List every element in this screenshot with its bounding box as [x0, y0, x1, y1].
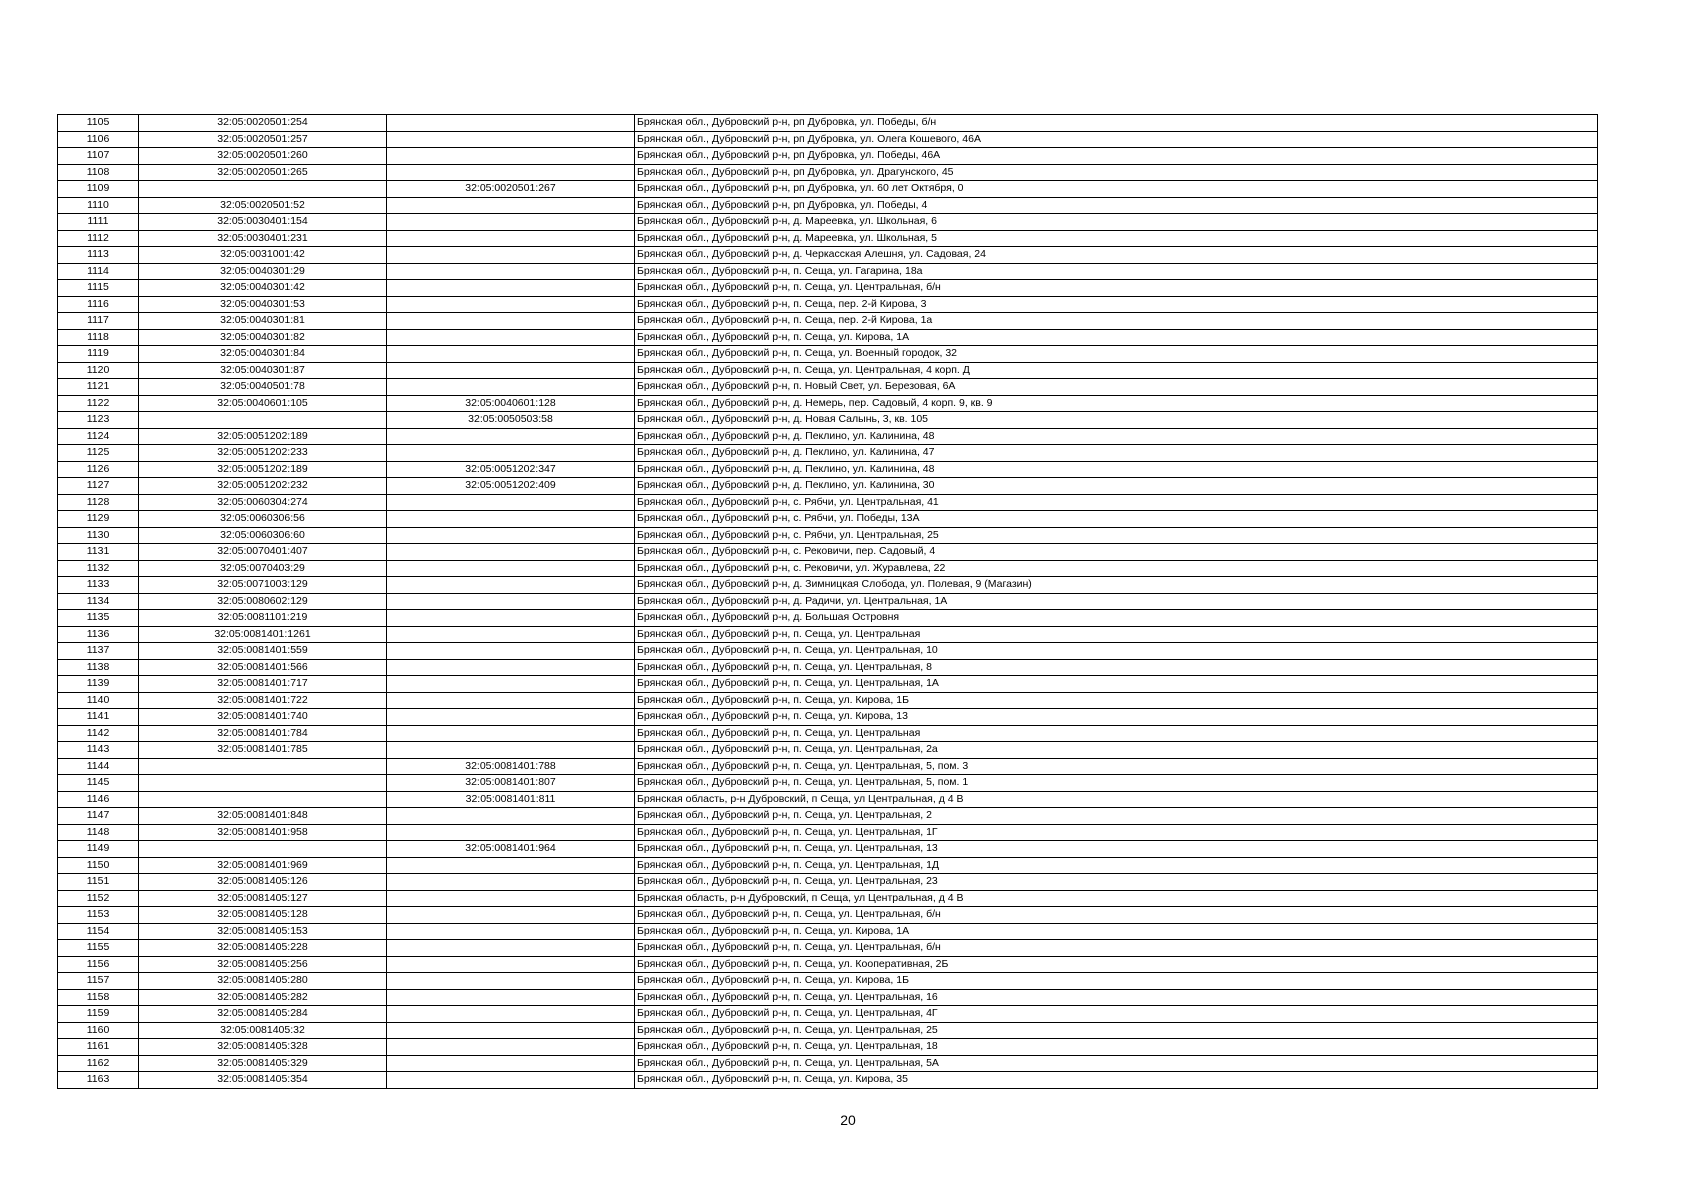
- table-row: [58, 791, 1598, 808]
- second-cadastral-number-cell: [387, 1072, 635, 1089]
- cadastral-number-cell: 32:05:0081401:848: [139, 808, 387, 825]
- cadastral-number-cell: 32:05:0081405:127: [139, 890, 387, 907]
- table-row: [58, 445, 1598, 462]
- table-row: [58, 676, 1598, 693]
- address-cell: Брянская обл., Дубровский р-н, рп Дубровка, ул. Победы, 46А: [635, 148, 1598, 165]
- row-number-cell: 1145: [58, 775, 139, 792]
- second-cadastral-number-cell: [387, 197, 635, 214]
- table-row: [58, 1006, 1598, 1023]
- table-row: [58, 742, 1598, 759]
- second-cadastral-number-cell: [387, 824, 635, 841]
- address-cell: Брянская обл., Дубровский р-н, рп Дубровка, ул. 60 лет Октября, 0: [635, 181, 1598, 198]
- address-cell: Брянская обл., Дубровский р-н, д. Пеклино, ул. Калинина, 48: [635, 428, 1598, 445]
- address-cell: Брянская обл., Дубровский р-н, п. Сеща, ул. Центральная, 1Г: [635, 824, 1598, 841]
- table-row: [58, 692, 1598, 709]
- address-cell: Брянская обл., Дубровский р-н, п. Сеща, ул. Центральная, 4Г: [635, 1006, 1598, 1023]
- cadastral-number-cell: 32:05:0081401:785: [139, 742, 387, 759]
- cadastral-number-cell: 32:05:0051202:189: [139, 428, 387, 445]
- cadastral-number-cell: 32:05:0020501:52: [139, 197, 387, 214]
- second-cadastral-number-cell: [387, 329, 635, 346]
- second-cadastral-number-cell: [387, 346, 635, 363]
- second-cadastral-number-cell: 32:05:0051202:409: [387, 478, 635, 495]
- table-row: [58, 808, 1598, 825]
- row-number-cell: 1132: [58, 560, 139, 577]
- cadastral-number-cell: 32:05:0081401:958: [139, 824, 387, 841]
- address-cell: Брянская обл., Дубровский р-н, д. Мареевка, ул. Школьная, 5: [635, 230, 1598, 247]
- second-cadastral-number-cell: [387, 1006, 635, 1023]
- row-number-cell: 1146: [58, 791, 139, 808]
- second-cadastral-number-cell: [387, 148, 635, 165]
- cadastral-number-cell: 32:05:0071003:129: [139, 577, 387, 594]
- cadastral-number-cell: 32:05:0081401:722: [139, 692, 387, 709]
- address-cell: Брянская обл., Дубровский р-н, п. Сеща, пер. 2-й Кирова, 3: [635, 296, 1598, 313]
- row-number-cell: 1116: [58, 296, 139, 313]
- address-cell: Брянская область, р-н Дубровский, п Сеща, ул Центральная, д 4 В: [635, 890, 1598, 907]
- row-number-cell: 1122: [58, 395, 139, 412]
- address-cell: Брянская обл., Дубровский р-н, с. Рековичи, ул. Журавлева, 22: [635, 560, 1598, 577]
- page-number: 20: [840, 1112, 856, 1128]
- row-number-cell: 1130: [58, 527, 139, 544]
- row-number-cell: 1157: [58, 973, 139, 990]
- row-number-cell: 1111: [58, 214, 139, 231]
- address-cell: Брянская обл., Дубровский р-н, п. Сеща, ул. Центральная, 5, пом. 3: [635, 758, 1598, 775]
- row-number-cell: 1163: [58, 1072, 139, 1089]
- second-cadastral-number-cell: [387, 890, 635, 907]
- address-cell: Брянская обл., Дубровский р-н, рп Дубровка, ул. Победы, 4: [635, 197, 1598, 214]
- row-number-cell: 1136: [58, 626, 139, 643]
- second-cadastral-number-cell: [387, 379, 635, 396]
- cadastral-number-cell: [139, 181, 387, 198]
- address-cell: Брянская обл., Дубровский р-н, п. Сеща, пер. 2-й Кирова, 1а: [635, 313, 1598, 330]
- second-cadastral-number-cell: [387, 577, 635, 594]
- row-number-cell: 1134: [58, 593, 139, 610]
- cadastral-number-cell: 32:05:0030401:231: [139, 230, 387, 247]
- row-number-cell: 1150: [58, 857, 139, 874]
- address-cell: Брянская обл., Дубровский р-н, п. Сеща, ул. Кооперативная, 2Б: [635, 956, 1598, 973]
- address-cell: Брянская обл., Дубровский р-н, п. Сеща, ул. Кирова, 1Б: [635, 692, 1598, 709]
- second-cadastral-number-cell: 32:05:0050503:58: [387, 412, 635, 429]
- second-cadastral-number-cell: [387, 131, 635, 148]
- table-row: [58, 263, 1598, 280]
- address-cell: Брянская обл., Дубровский р-н, рп Дубровка, ул. Драгунского, 45: [635, 164, 1598, 181]
- address-cell: Брянская обл., Дубровский р-н, п. Сеща, ул. Центральная, 25: [635, 1022, 1598, 1039]
- row-number-cell: 1113: [58, 247, 139, 264]
- cadastral-number-cell: 32:05:0051202:189: [139, 461, 387, 478]
- row-number-cell: 1152: [58, 890, 139, 907]
- table-row: [58, 775, 1598, 792]
- cadastral-number-cell: 32:05:0081405:256: [139, 956, 387, 973]
- address-cell: Брянская обл., Дубровский р-н, д. Черкасская Алешня, ул. Садовая, 24: [635, 247, 1598, 264]
- row-number-cell: 1149: [58, 841, 139, 858]
- second-cadastral-number-cell: [387, 923, 635, 940]
- second-cadastral-number-cell: [387, 1039, 635, 1056]
- address-cell: Брянская обл., Дубровский р-н, д. Радичи, ул. Центральная, 1А: [635, 593, 1598, 610]
- cadastral-number-cell: 32:05:0020501:260: [139, 148, 387, 165]
- row-number-cell: 1147: [58, 808, 139, 825]
- second-cadastral-number-cell: [387, 973, 635, 990]
- row-number-cell: 1158: [58, 989, 139, 1006]
- cadastral-number-cell: 32:05:0040301:42: [139, 280, 387, 297]
- cadastral-number-cell: 32:05:0060306:60: [139, 527, 387, 544]
- row-number-cell: 1141: [58, 709, 139, 726]
- address-cell: Брянская обл., Дубровский р-н, д. Новая Салынь, 3, кв. 105: [635, 412, 1598, 429]
- table-row: [58, 626, 1598, 643]
- address-cell: Брянская обл., Дубровский р-н, п. Сеща, ул. Центральная, 2а: [635, 742, 1598, 759]
- cadastral-number-cell: 32:05:0051202:233: [139, 445, 387, 462]
- table-row: [58, 709, 1598, 726]
- table-row: [58, 329, 1598, 346]
- second-cadastral-number-cell: [387, 593, 635, 610]
- row-number-cell: 1120: [58, 362, 139, 379]
- address-cell: Брянская обл., Дубровский р-н, п. Сеща, ул. Центральная, 8: [635, 659, 1598, 676]
- table-row: [58, 560, 1598, 577]
- cadastral-number-cell: 32:05:0060304:274: [139, 494, 387, 511]
- cadastral-number-cell: 32:05:0081405:128: [139, 907, 387, 924]
- row-number-cell: 1117: [58, 313, 139, 330]
- cadastral-number-cell: 32:05:0081405:284: [139, 1006, 387, 1023]
- row-number-cell: 1115: [58, 280, 139, 297]
- table-row: [58, 230, 1598, 247]
- address-cell: Брянская обл., Дубровский р-н, п. Сеща, ул. Центральная, 1А: [635, 676, 1598, 693]
- row-number-cell: 1156: [58, 956, 139, 973]
- table-row: [58, 940, 1598, 957]
- address-cell: Брянская обл., Дубровский р-н, п. Новый Свет, ул. Березовая, 6А: [635, 379, 1598, 396]
- address-cell: Брянская обл., Дубровский р-н, п. Сеща, ул. Центральная, 4 корп. Д: [635, 362, 1598, 379]
- table-row: [58, 923, 1598, 940]
- table-row: [58, 1022, 1598, 1039]
- second-cadastral-number-cell: [387, 692, 635, 709]
- second-cadastral-number-cell: [387, 544, 635, 561]
- table-row: [58, 511, 1598, 528]
- cadastral-number-cell: 32:05:0020501:265: [139, 164, 387, 181]
- table-row: [58, 313, 1598, 330]
- table-row: [58, 610, 1598, 627]
- second-cadastral-number-cell: 32:05:0081401:788: [387, 758, 635, 775]
- second-cadastral-number-cell: [387, 659, 635, 676]
- second-cadastral-number-cell: [387, 445, 635, 462]
- second-cadastral-number-cell: [387, 940, 635, 957]
- cadastral-number-cell: 32:05:0081401:969: [139, 857, 387, 874]
- table-row: [58, 907, 1598, 924]
- second-cadastral-number-cell: [387, 494, 635, 511]
- cadastral-number-cell: 32:05:0081405:328: [139, 1039, 387, 1056]
- second-cadastral-number-cell: [387, 527, 635, 544]
- table-row: [58, 527, 1598, 544]
- second-cadastral-number-cell: [387, 956, 635, 973]
- table-row: [58, 214, 1598, 231]
- row-number-cell: 1109: [58, 181, 139, 198]
- cadastral-number-cell: 32:05:0040301:53: [139, 296, 387, 313]
- cadastral-number-cell: 32:05:0081401:740: [139, 709, 387, 726]
- row-number-cell: 1160: [58, 1022, 139, 1039]
- table-row: [58, 857, 1598, 874]
- cadastral-number-cell: [139, 412, 387, 429]
- address-cell: Брянская обл., Дубровский р-н, п. Сеща, ул. Центральная, б/н: [635, 907, 1598, 924]
- cadastral-number-cell: 32:05:0040301:82: [139, 329, 387, 346]
- address-cell: Брянская обл., Дубровский р-н, д. Пеклино, ул. Калинина, 48: [635, 461, 1598, 478]
- address-cell: Брянская обл., Дубровский р-н, п. Сеща, ул. Центральная, 23: [635, 874, 1598, 891]
- cadastral-number-cell: 32:05:0070403:29: [139, 560, 387, 577]
- row-number-cell: 1148: [58, 824, 139, 841]
- address-cell: Брянская обл., Дубровский р-н, п. Сеща, ул. Центральная, 5А: [635, 1055, 1598, 1072]
- address-cell: Брянская обл., Дубровский р-н, д. Пеклино, ул. Калинина, 47: [635, 445, 1598, 462]
- table-row: [58, 115, 1598, 132]
- row-number-cell: 1151: [58, 874, 139, 891]
- cadastral-number-cell: 32:05:0081405:280: [139, 973, 387, 990]
- row-number-cell: 1159: [58, 1006, 139, 1023]
- table-row: [58, 544, 1598, 561]
- cadastral-number-cell: 32:05:0081405:329: [139, 1055, 387, 1072]
- second-cadastral-number-cell: [387, 247, 635, 264]
- second-cadastral-number-cell: [387, 725, 635, 742]
- row-number-cell: 1133: [58, 577, 139, 594]
- property-registry-table: [57, 114, 1598, 1089]
- second-cadastral-number-cell: [387, 313, 635, 330]
- row-number-cell: 1119: [58, 346, 139, 363]
- second-cadastral-number-cell: 32:05:0040601:128: [387, 395, 635, 412]
- cadastral-number-cell: 32:05:0081405:354: [139, 1072, 387, 1089]
- second-cadastral-number-cell: 32:05:0081401:811: [387, 791, 635, 808]
- address-cell: Брянская обл., Дубровский р-н, рп Дубровка, ул. Олега Кошевого, 46А: [635, 131, 1598, 148]
- table-row: [58, 1039, 1598, 1056]
- row-number-cell: 1110: [58, 197, 139, 214]
- address-cell: Брянская обл., Дубровский р-н, п. Сеща, ул. Центральная: [635, 725, 1598, 742]
- row-number-cell: 1144: [58, 758, 139, 775]
- second-cadastral-number-cell: 32:05:0051202:347: [387, 461, 635, 478]
- address-cell: Брянская обл., Дубровский р-н, п. Сеща, ул. Центральная, 5, пом. 1: [635, 775, 1598, 792]
- row-number-cell: 1124: [58, 428, 139, 445]
- address-cell: Брянская обл., Дубровский р-н, с. Рябчи, ул. Победы, 13А: [635, 511, 1598, 528]
- second-cadastral-number-cell: [387, 362, 635, 379]
- cadastral-number-cell: 32:05:0081405:126: [139, 874, 387, 891]
- table-row: [58, 379, 1598, 396]
- table-row: [58, 973, 1598, 990]
- second-cadastral-number-cell: [387, 296, 635, 313]
- row-number-cell: 1142: [58, 725, 139, 742]
- table-row: [58, 494, 1598, 511]
- address-cell: Брянская обл., Дубровский р-н, п. Сеща, ул. Центральная, б/н: [635, 940, 1598, 957]
- cadastral-number-cell: [139, 775, 387, 792]
- second-cadastral-number-cell: [387, 989, 635, 1006]
- table-row: [58, 725, 1598, 742]
- row-number-cell: 1106: [58, 131, 139, 148]
- row-number-cell: 1125: [58, 445, 139, 462]
- cadastral-number-cell: 32:05:0030401:154: [139, 214, 387, 231]
- table-row: [58, 395, 1598, 412]
- table-row: [58, 890, 1598, 907]
- row-number-cell: 1112: [58, 230, 139, 247]
- row-number-cell: 1131: [58, 544, 139, 561]
- row-number-cell: 1118: [58, 329, 139, 346]
- address-cell: Брянская обл., Дубровский р-н, п. Сеща, ул. Центральная, 10: [635, 643, 1598, 660]
- cadastral-number-cell: 32:05:0081401:717: [139, 676, 387, 693]
- second-cadastral-number-cell: 32:05:0081401:964: [387, 841, 635, 858]
- row-number-cell: 1155: [58, 940, 139, 957]
- row-number-cell: 1140: [58, 692, 139, 709]
- table-row: [58, 824, 1598, 841]
- cadastral-number-cell: 32:05:0081405:153: [139, 923, 387, 940]
- address-cell: Брянская обл., Дубровский р-н, п. Сеща, ул. Центральная: [635, 626, 1598, 643]
- table-row: [58, 181, 1598, 198]
- table-row: [58, 131, 1598, 148]
- address-cell: Брянская обл., Дубровский р-н, п. Сеща, ул. Гагарина, 18а: [635, 263, 1598, 280]
- address-cell: Брянская обл., Дубровский р-н, п. Сеща, ул. Военный городок, 32: [635, 346, 1598, 363]
- table-row: [58, 148, 1598, 165]
- address-cell: Брянская обл., Дубровский р-н, п. Сеща, ул. Центральная, 2: [635, 808, 1598, 825]
- row-number-cell: 1105: [58, 115, 139, 132]
- table-row: [58, 593, 1598, 610]
- row-number-cell: 1137: [58, 643, 139, 660]
- table-row: [58, 280, 1598, 297]
- row-number-cell: 1139: [58, 676, 139, 693]
- address-cell: Брянская обл., Дубровский р-н, д. Немерь, пер. Садовый, 4 корп. 9, кв. 9: [635, 395, 1598, 412]
- cadastral-number-cell: 32:05:0081101:219: [139, 610, 387, 627]
- table-row: [58, 956, 1598, 973]
- row-number-cell: 1143: [58, 742, 139, 759]
- second-cadastral-number-cell: [387, 626, 635, 643]
- table-row: [58, 362, 1598, 379]
- second-cadastral-number-cell: [387, 1055, 635, 1072]
- table-row: [58, 478, 1598, 495]
- table-row: [58, 989, 1598, 1006]
- table-row: [58, 296, 1598, 313]
- row-number-cell: 1126: [58, 461, 139, 478]
- second-cadastral-number-cell: 32:05:0081401:807: [387, 775, 635, 792]
- cadastral-number-cell: 32:05:0080602:129: [139, 593, 387, 610]
- table-row: [58, 758, 1598, 775]
- address-cell: Брянская обл., Дубровский р-н, д. Зимницкая Слобода, ул. Полевая, 9 (Магазин): [635, 577, 1598, 594]
- second-cadastral-number-cell: [387, 874, 635, 891]
- second-cadastral-number-cell: [387, 115, 635, 132]
- second-cadastral-number-cell: [387, 560, 635, 577]
- address-cell: Брянская область, р-н Дубровский, п Сеща, ул Центральная, д 4 В: [635, 791, 1598, 808]
- cadastral-number-cell: 32:05:0020501:257: [139, 131, 387, 148]
- registry-sheet: [57, 114, 1597, 1089]
- address-cell: Брянская обл., Дубровский р-н, с. Рябчи, ул. Центральная, 25: [635, 527, 1598, 544]
- address-cell: Брянская обл., Дубровский р-н, д. Пеклино, ул. Калинина, 30: [635, 478, 1598, 495]
- row-number-cell: 1162: [58, 1055, 139, 1072]
- cadastral-number-cell: [139, 758, 387, 775]
- cadastral-number-cell: 32:05:0081405:32: [139, 1022, 387, 1039]
- registry-table-body: [58, 115, 1598, 1089]
- address-cell: Брянская обл., Дубровский р-н, п. Сеща, ул. Кирова, 13: [635, 709, 1598, 726]
- address-cell: Брянская обл., Дубровский р-н, п. Сеща, ул. Центральная, 16: [635, 989, 1598, 1006]
- cadastral-number-cell: 32:05:0070401:407: [139, 544, 387, 561]
- row-number-cell: 1128: [58, 494, 139, 511]
- row-number-cell: 1138: [58, 659, 139, 676]
- second-cadastral-number-cell: [387, 610, 635, 627]
- table-row: [58, 874, 1598, 891]
- cadastral-number-cell: 32:05:0081401:559: [139, 643, 387, 660]
- address-cell: Брянская обл., Дубровский р-н, п. Сеща, ул. Кирова, 1А: [635, 923, 1598, 940]
- second-cadastral-number-cell: [387, 907, 635, 924]
- row-number-cell: 1123: [58, 412, 139, 429]
- second-cadastral-number-cell: [387, 214, 635, 231]
- address-cell: Брянская обл., Дубровский р-н, рп Дубровка, ул. Победы, б/н: [635, 115, 1598, 132]
- second-cadastral-number-cell: [387, 643, 635, 660]
- second-cadastral-number-cell: [387, 676, 635, 693]
- row-number-cell: 1129: [58, 511, 139, 528]
- second-cadastral-number-cell: [387, 230, 635, 247]
- row-number-cell: 1107: [58, 148, 139, 165]
- address-cell: Брянская обл., Дубровский р-н, д. Большая Островня: [635, 610, 1598, 627]
- table-row: [58, 841, 1598, 858]
- second-cadastral-number-cell: [387, 263, 635, 280]
- cadastral-number-cell: [139, 841, 387, 858]
- address-cell: Брянская обл., Дубровский р-н, п. Сеща, ул. Кирова, 1Б: [635, 973, 1598, 990]
- table-row: [58, 659, 1598, 676]
- cadastral-number-cell: [139, 791, 387, 808]
- cadastral-number-cell: 32:05:0060306:56: [139, 511, 387, 528]
- cadastral-number-cell: 32:05:0051202:232: [139, 478, 387, 495]
- row-number-cell: 1114: [58, 263, 139, 280]
- second-cadastral-number-cell: [387, 808, 635, 825]
- cadastral-number-cell: 32:05:0020501:254: [139, 115, 387, 132]
- second-cadastral-number-cell: 32:05:0020501:267: [387, 181, 635, 198]
- second-cadastral-number-cell: [387, 1022, 635, 1039]
- table-row: [58, 412, 1598, 429]
- second-cadastral-number-cell: [387, 511, 635, 528]
- table-row: [58, 428, 1598, 445]
- address-cell: Брянская обл., Дубровский р-н, п. Сеща, ул. Центральная, 18: [635, 1039, 1598, 1056]
- table-row: [58, 577, 1598, 594]
- cadastral-number-cell: 32:05:0081405:228: [139, 940, 387, 957]
- cadastral-number-cell: 32:05:0040301:84: [139, 346, 387, 363]
- row-number-cell: 1161: [58, 1039, 139, 1056]
- table-row: [58, 1055, 1598, 1072]
- row-number-cell: 1127: [58, 478, 139, 495]
- second-cadastral-number-cell: [387, 428, 635, 445]
- row-number-cell: 1153: [58, 907, 139, 924]
- second-cadastral-number-cell: [387, 164, 635, 181]
- address-cell: Брянская обл., Дубровский р-н, п. Сеща, ул. Центральная, 13: [635, 841, 1598, 858]
- row-number-cell: 1135: [58, 610, 139, 627]
- second-cadastral-number-cell: [387, 742, 635, 759]
- address-cell: Брянская обл., Дубровский р-н, п. Сеща, ул. Центральная, б/н: [635, 280, 1598, 297]
- cadastral-number-cell: 32:05:0040301:87: [139, 362, 387, 379]
- address-cell: Брянская обл., Дубровский р-н, п. Сеща, ул. Центральная, 1Д: [635, 857, 1598, 874]
- second-cadastral-number-cell: [387, 709, 635, 726]
- table-row: [58, 247, 1598, 264]
- address-cell: Брянская обл., Дубровский р-н, п. Сеща, ул. Кирова, 1А: [635, 329, 1598, 346]
- table-row: [58, 197, 1598, 214]
- cadastral-number-cell: 32:05:0040301:29: [139, 263, 387, 280]
- cadastral-number-cell: 32:05:0031001:42: [139, 247, 387, 264]
- table-row: [58, 346, 1598, 363]
- cadastral-number-cell: 32:05:0040301:81: [139, 313, 387, 330]
- table-row: [58, 164, 1598, 181]
- row-number-cell: 1121: [58, 379, 139, 396]
- cadastral-number-cell: 32:05:0040601:105: [139, 395, 387, 412]
- row-number-cell: 1154: [58, 923, 139, 940]
- address-cell: Брянская обл., Дубровский р-н, д. Мареевка, ул. Школьная, 6: [635, 214, 1598, 231]
- address-cell: Брянская обл., Дубровский р-н, с. Рековичи, пер. Садовый, 4: [635, 544, 1598, 561]
- second-cadastral-number-cell: [387, 857, 635, 874]
- cadastral-number-cell: 32:05:0081401:784: [139, 725, 387, 742]
- cadastral-number-cell: 32:05:0081405:282: [139, 989, 387, 1006]
- table-row: [58, 461, 1598, 478]
- row-number-cell: 1108: [58, 164, 139, 181]
- cadastral-number-cell: 32:05:0081401:1261: [139, 626, 387, 643]
- cadastral-number-cell: 32:05:0040501:78: [139, 379, 387, 396]
- cadastral-number-cell: 32:05:0081401:566: [139, 659, 387, 676]
- table-row: [58, 1072, 1598, 1089]
- table-row: [58, 643, 1598, 660]
- address-cell: Брянская обл., Дубровский р-н, п. Сеща, ул. Кирова, 35: [635, 1072, 1598, 1089]
- address-cell: Брянская обл., Дубровский р-н, с. Рябчи, ул. Центральная, 41: [635, 494, 1598, 511]
- second-cadastral-number-cell: [387, 280, 635, 297]
